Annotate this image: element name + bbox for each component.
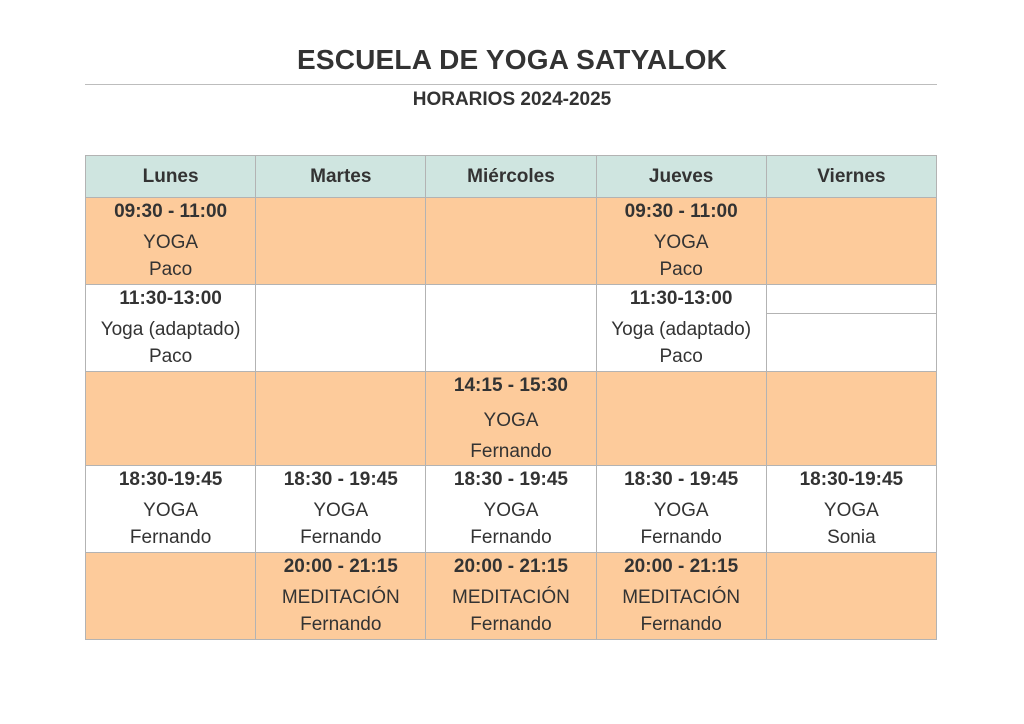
schedule-cell	[86, 285, 256, 372]
class-teacher: Fernando	[640, 527, 722, 548]
class-time: 20:00 - 21:15	[283, 556, 398, 577]
schedule-cell-empty	[256, 372, 426, 466]
cell-split-line	[767, 285, 936, 314]
day-header-viernes: Viernes	[766, 156, 936, 198]
class-teacher: Fernando	[129, 527, 212, 548]
class-time: 20:00 - 21:15	[453, 556, 568, 577]
class-teacher: Fernando	[470, 441, 552, 462]
schedule-cell-empty	[86, 553, 256, 640]
class-name: MEDITACIÓN	[452, 587, 570, 608]
page-subtitle: HORARIOS 2024-2025	[412, 89, 612, 110]
class-time: 18:30 - 19:45	[453, 469, 568, 490]
class-time: 09:30 - 11:00	[624, 201, 738, 222]
schedule-cell	[596, 553, 766, 640]
class-time: 20:00 - 21:15	[624, 556, 739, 577]
schedule-cell-empty	[766, 372, 936, 466]
schedule-cell-empty	[256, 285, 426, 372]
schedule-row-afternoon	[86, 372, 937, 466]
class-time: 18:30 - 19:45	[283, 469, 398, 490]
day-header-lunes: Lunes	[86, 156, 256, 198]
class-time: 14:15 - 15:30	[453, 375, 568, 396]
class-name: YOGA	[143, 500, 199, 521]
class-name: MEDITACIÓN	[622, 587, 741, 608]
class-name: Yoga (adaptado)	[611, 319, 752, 340]
class-name: MEDITACIÓN	[281, 587, 400, 608]
class-time: 18:30 - 19:45	[624, 469, 739, 490]
class-teacher: Fernando	[470, 614, 552, 635]
schedule-cell	[256, 553, 426, 640]
schedule-cell	[426, 553, 596, 640]
schedule-cell-empty	[766, 553, 936, 640]
page-title: ESCUELA DE YOGA SATYALOK	[296, 44, 728, 75]
schedule-cell	[596, 285, 766, 372]
day-header-row	[86, 156, 937, 198]
schedule-cell-empty	[426, 198, 596, 285]
schedule-row-evening	[86, 466, 937, 553]
schedule-cell	[426, 466, 596, 553]
day-header-martes: Martes	[256, 156, 426, 198]
schedule-cell	[426, 372, 596, 466]
class-teacher: Paco	[659, 346, 703, 367]
day-header-miercoles: Miércoles	[426, 156, 596, 198]
class-name: YOGA	[483, 500, 539, 521]
day-header-jueves: Jueves	[596, 156, 766, 198]
class-time: 11:30-13:00	[119, 288, 222, 309]
class-time: 09:30 - 11:00	[114, 201, 228, 222]
schedule-cell	[256, 466, 426, 553]
class-teacher: Fernando	[470, 527, 552, 548]
schedule-cell	[596, 466, 766, 553]
schedule-cell	[86, 198, 256, 285]
class-name: YOGA	[483, 410, 539, 431]
schedule-cell	[86, 466, 256, 553]
schedule-cell-empty	[426, 285, 596, 372]
class-teacher: Fernando	[300, 527, 382, 548]
class-name: Yoga (adaptado)	[100, 319, 241, 340]
schedule-table	[85, 155, 937, 640]
schedule-cell-empty	[766, 285, 936, 372]
schedule-cell-empty	[256, 198, 426, 285]
schedule-cell	[766, 466, 936, 553]
class-time: 11:30-13:00	[629, 288, 733, 309]
class-teacher: Fernando	[640, 614, 722, 635]
class-time: 18:30-19:45	[118, 469, 223, 490]
class-teacher: Paco	[148, 259, 193, 280]
class-teacher: Paco	[659, 259, 703, 280]
class-teacher: Paco	[148, 346, 193, 367]
class-time: 18:30-19:45	[799, 469, 904, 490]
class-teacher: Fernando	[300, 614, 382, 635]
schedule-row-midday	[86, 285, 937, 372]
class-name: YOGA	[313, 500, 369, 521]
class-name: YOGA	[653, 500, 709, 521]
schedule-cell-empty	[766, 198, 936, 285]
schedule-cell-empty	[596, 372, 766, 466]
class-name: YOGA	[823, 500, 879, 521]
class-teacher: Sonia	[827, 527, 876, 548]
schedule-row-morning	[86, 198, 937, 285]
schedule-cell-empty	[86, 372, 256, 466]
class-name: YOGA	[143, 232, 199, 253]
schedule-row-night	[86, 553, 937, 640]
title-divider	[85, 84, 937, 85]
schedule-cell	[596, 198, 766, 285]
class-name: YOGA	[653, 232, 709, 253]
